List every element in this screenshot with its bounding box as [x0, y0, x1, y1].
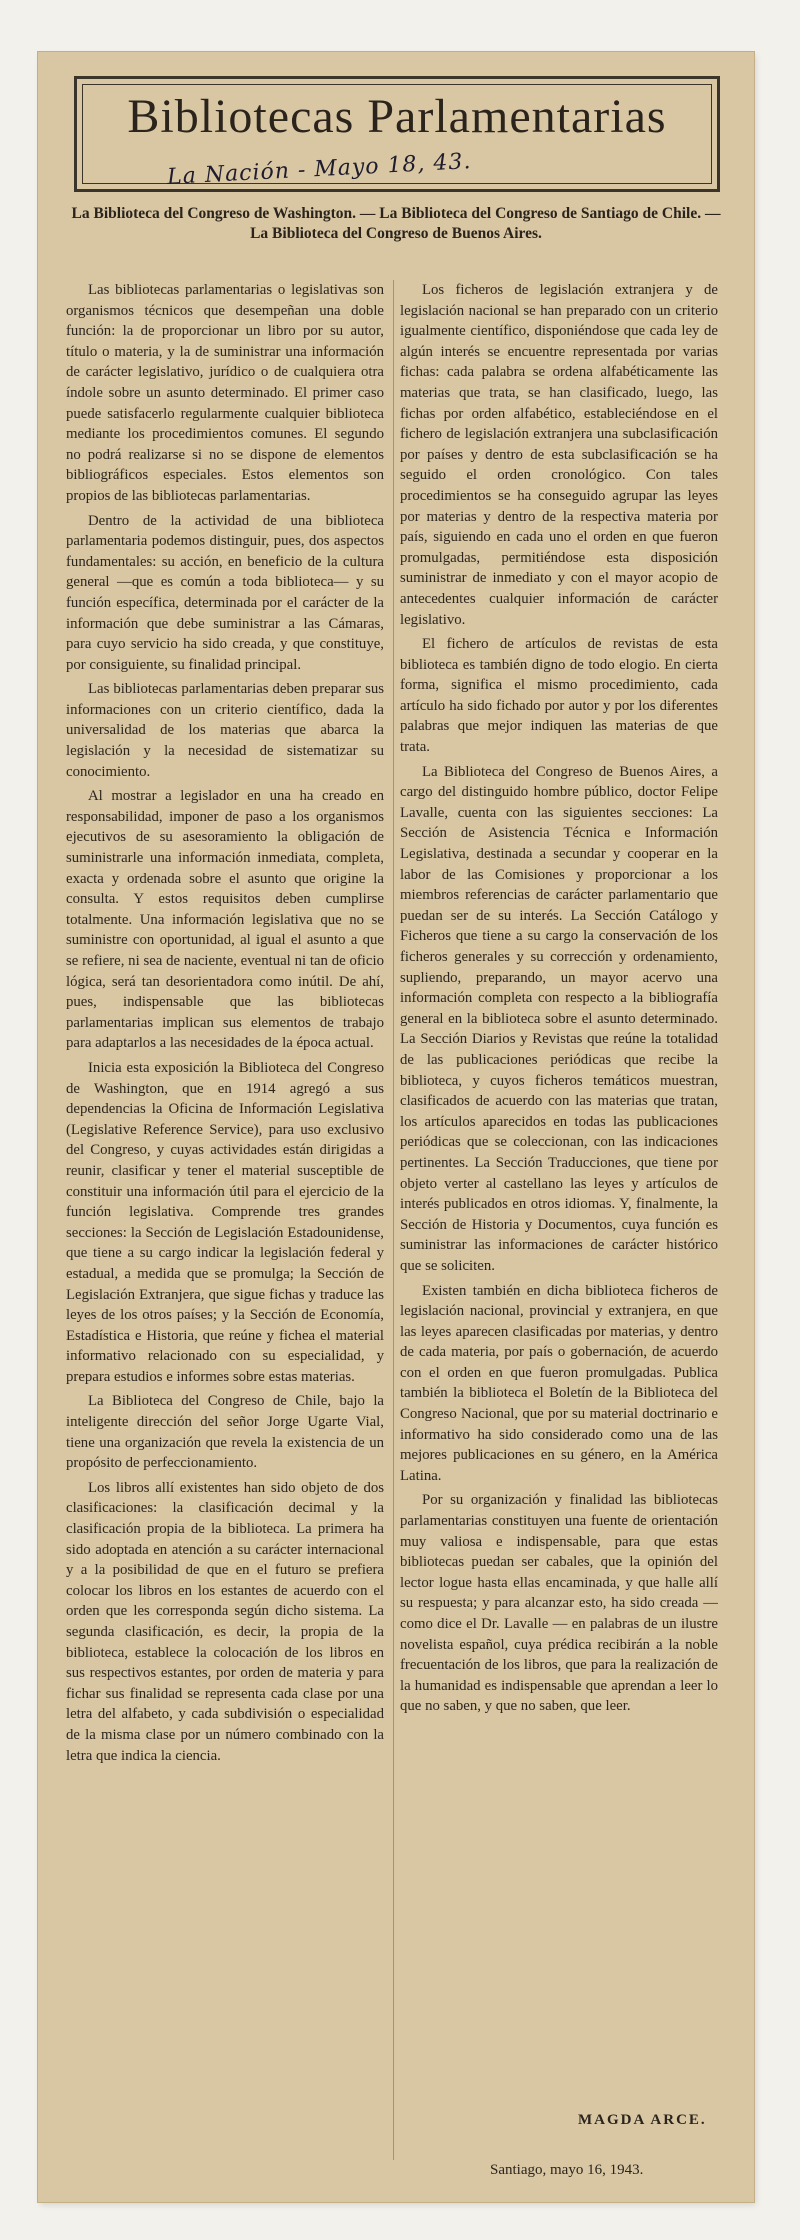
masthead-frame — [74, 76, 720, 192]
paragraph: Los libros allí existentes han sido objeto de dos clasificaciones: la clasificación decimal y la clasificación propia de la biblioteca. La primera ha sido adoptada en atención a su carácter internacional y a la posibilidad de que en el futuro se prefiera colocar los libros en los estantes de acuerdo con el orden que les corresponda según dicho sistema. La segunda clasificación, es decir, la propia de la biblioteca, establece la colocación de los libros en sus respectivos estantes, por orden de materia y para fichar sus finalidad se representa cada clase por una letra del alfabeto, y cada subdivisión o especialidad de la misma clase por un número combinado con la letra que indica la ciencia. — [66, 1479, 384, 1764]
paragraph: Las bibliotecas parlamentarias deben preparar sus informaciones con un criterio científico, dada la universalidad de los materias que abarca la legislación y la necesidad de sistematizar su conocimiento. — [66, 681, 384, 780]
column-divider — [393, 280, 394, 2160]
subheading: La Biblioteca del Congreso de Washington. — La Biblioteca del Congreso de Santiago de Chile. — La Biblioteca del Congreso de Buenos Aires. — [71, 205, 721, 242]
right-column — [400, 280, 718, 2170]
paragraph: Las bibliotecas parlamentarias o legislativas son organismos técnicos que desempeñan una doble función: la de proporcionar un libro por su autor, título o materia, y la de suministrar una información de carácter legislativo, jurídico o de cualquiera otra índole sobre un asunto determinado. El primer caso puede satisfacerlo regularmente cualquier biblioteca mediante los procedimientos comunes. El segundo no podrá realizarse si no se dispone de elementos bibliográficos especiales. Estos elementos son propios de las bibliotecas parlamentarias. — [66, 282, 384, 504]
paragraph: Dentro de la actividad de una biblioteca parlamentaria podemos distinguir, pues, dos aspectos fundamentales: su acción, en beneficio de la cultura general —que es común a toda biblioteca— y su función específica, determinada por el carácter de la información que debe suministrar a las Cámaras, para cuyo servicio ha sido creada, y que constituye, por consiguiente, su finalidad principal. — [66, 512, 384, 673]
paragraph: Los ficheros de legislación extranjera y de legislación nacional se han preparado con un criterio igualmente científico, disponiéndose que cada ley de algún interés se encuentre representada por varias fichas: cada palabra se ordena alfabéticamente las materias que trata, se han clasificado, luego, las fichas por orden alfabético, estableciéndose en el fichero de legislación extranjera una subclasificación por países y dentro de esta subclasificación se ha seguido el orden cronológico. Con tales procedimientos se ha conseguido agrupar las leyes por materias y dentro de la respectiva materia por país, siguiendo en cada uno el orden en que fueron promulgadas, permitiéndose esta disposición suministrar de inmediato y con el mayor acopio de antecedentes cualquier información de carácter legislativo. — [400, 282, 718, 628]
handwritten-source-note: La Nación - Mayo 18, 43. — [166, 149, 473, 190]
paragraph: Por su organización y finalidad las bibliotecas parlamentarias constituyen una fuente de orientación muy valiosa e indispensable, para que estas bibliotecas puedan ser cabales, que la opinión del lector logue hasta ellas encaminada, y que halle allí su respuesta; y para alcanzar esto, ha sido creada — como dice el Dr. Lavalle — en palabras de un ilustre novelista español, cuya prédica recibirán a la noble frecuentación de los libros, que para la realización de la humanidad es indispensable que aprendan a leer lo que no saben, y que no saben, que leer. — [400, 1492, 718, 1715]
paragraph: La Biblioteca del Congreso de Buenos Aires, a cargo del distinguido hombre público, doctor Felipe Lavalle, cuenta con las siguientes secciones: La Sección de Asistencia Técnica e Información Legislativa, destinada a secundar y cooperar en la labor de las Comisiones y proporcionar a los miembros referencias de carácter parlamentario que puedan ser de su interés. La Sección Catálogo y Ficheros que tiene a su cargo la conservación de los ficheros generales y su corrección y ordenamiento, supliendo, preparando, un mayor acervo una información completa con respecto a la bibliografía general en la biblioteca sobre el asunto determinado. La Sección Diarios y Revistas que reúne la totalidad de las publicaciones periódicas que recibe la biblioteca, y cuyos ficheros temáticos muestran, clasificados de acuerdo con las materias que tratan, los artículos aparecidos en todas las publicaciones periódicas que se coleccionan, con las indicaciones pertinentes. La Sección Traducciones, que tiene por objeto verter al castellano las leyes y artículos de interés publicados en otros idiomas. Y, finalmente, la Sección de Historia y Documentos, cuya función es suministrar las informaciones de carácter histórico que se soliciten. — [400, 763, 718, 1274]
paragraph: Al mostrar a legislador en una ha creado en responsabilidad, imponer de paso a los organismos ejecutivos de su asesoramiento la obligación de suministrarle una información inmediata, completa, exacta y ordenada sobre el asunto que origine la consulta. Y estos requisitos deben cumplirse totalmente. Una información legislativa que no se suministre con oportunidad, al igual el asunto a que se refiere, ni sea de naciente, eventual ni tan de oficio lógica, será tan desorientadora como inútil. De ahí, pues, indispensable que las bibliotecas parlamentarias implican sus elementos de trabajo para adaptarlos a las necesidades de la época actual. — [66, 788, 384, 1052]
paragraph: Existen también en dicha biblioteca ficheros de legislación nacional, provincial y extranjera, en que las leyes aparecen clasificadas por materias, y dentro de cada materia, por país o gobernación, de acuerdo con el orden en que fueron promulgadas. Publica también la biblioteca el Boletín de la Biblioteca del Congreso Nacional, que por su material doctrinario e informativo ha sido considerado como una de las mejores publicaciones en su género, en la América Latina. — [400, 1282, 718, 1484]
newspaper-clipping — [38, 52, 754, 2202]
headline: Bibliotecas Parlamentarias — [127, 90, 667, 143]
left-column — [66, 280, 384, 2170]
dateline: Santiago, mayo 16, 1943. — [490, 2162, 644, 2178]
author-signature: MAGDA ARCE. — [578, 2112, 707, 2128]
paragraph: Inicia esta exposición la Biblioteca del Congreso de Washington, que en 1914 agregó a sus dependencias la Oficina de Información Legislativa (Legislative Reference Service), para uso exclusivo del Congreso, y cuyas actividades están dirigidas a reunir, clasificar y tener el material susceptible de constituir una información útil para el ejercicio de la función legislativa. Comprende tres grandes secciones: la Sección de Legislación Estadounidense, que tiene a su cargo indicar la legislación federal y estadual, a medida que se promulga; la Sección de Legislación Extranjera, que sigue fichas y traduce las leyes de los otros países; y la Sección de Economía, Estadística e Historia, que reúne y fichea el material informativo relacionado con su especialidad, y prepara estudios e informes sobre estas materias. — [66, 1059, 384, 1385]
paragraph: El fichero de artículos de revistas de esta biblioteca es también digno de todo elogio. En cierta forma, significa el mismo procedimiento, cada artículo ha sido fichado por autor y por los diferentes palabras que mejor indiquen las materias de que trata. — [400, 636, 718, 756]
paragraph: La Biblioteca del Congreso de Chile, bajo la inteligente dirección del señor Jorge Ugarte Vial, tiene una organización que revela la existencia de un propósito de perfeccionamiento. — [66, 1393, 384, 1472]
